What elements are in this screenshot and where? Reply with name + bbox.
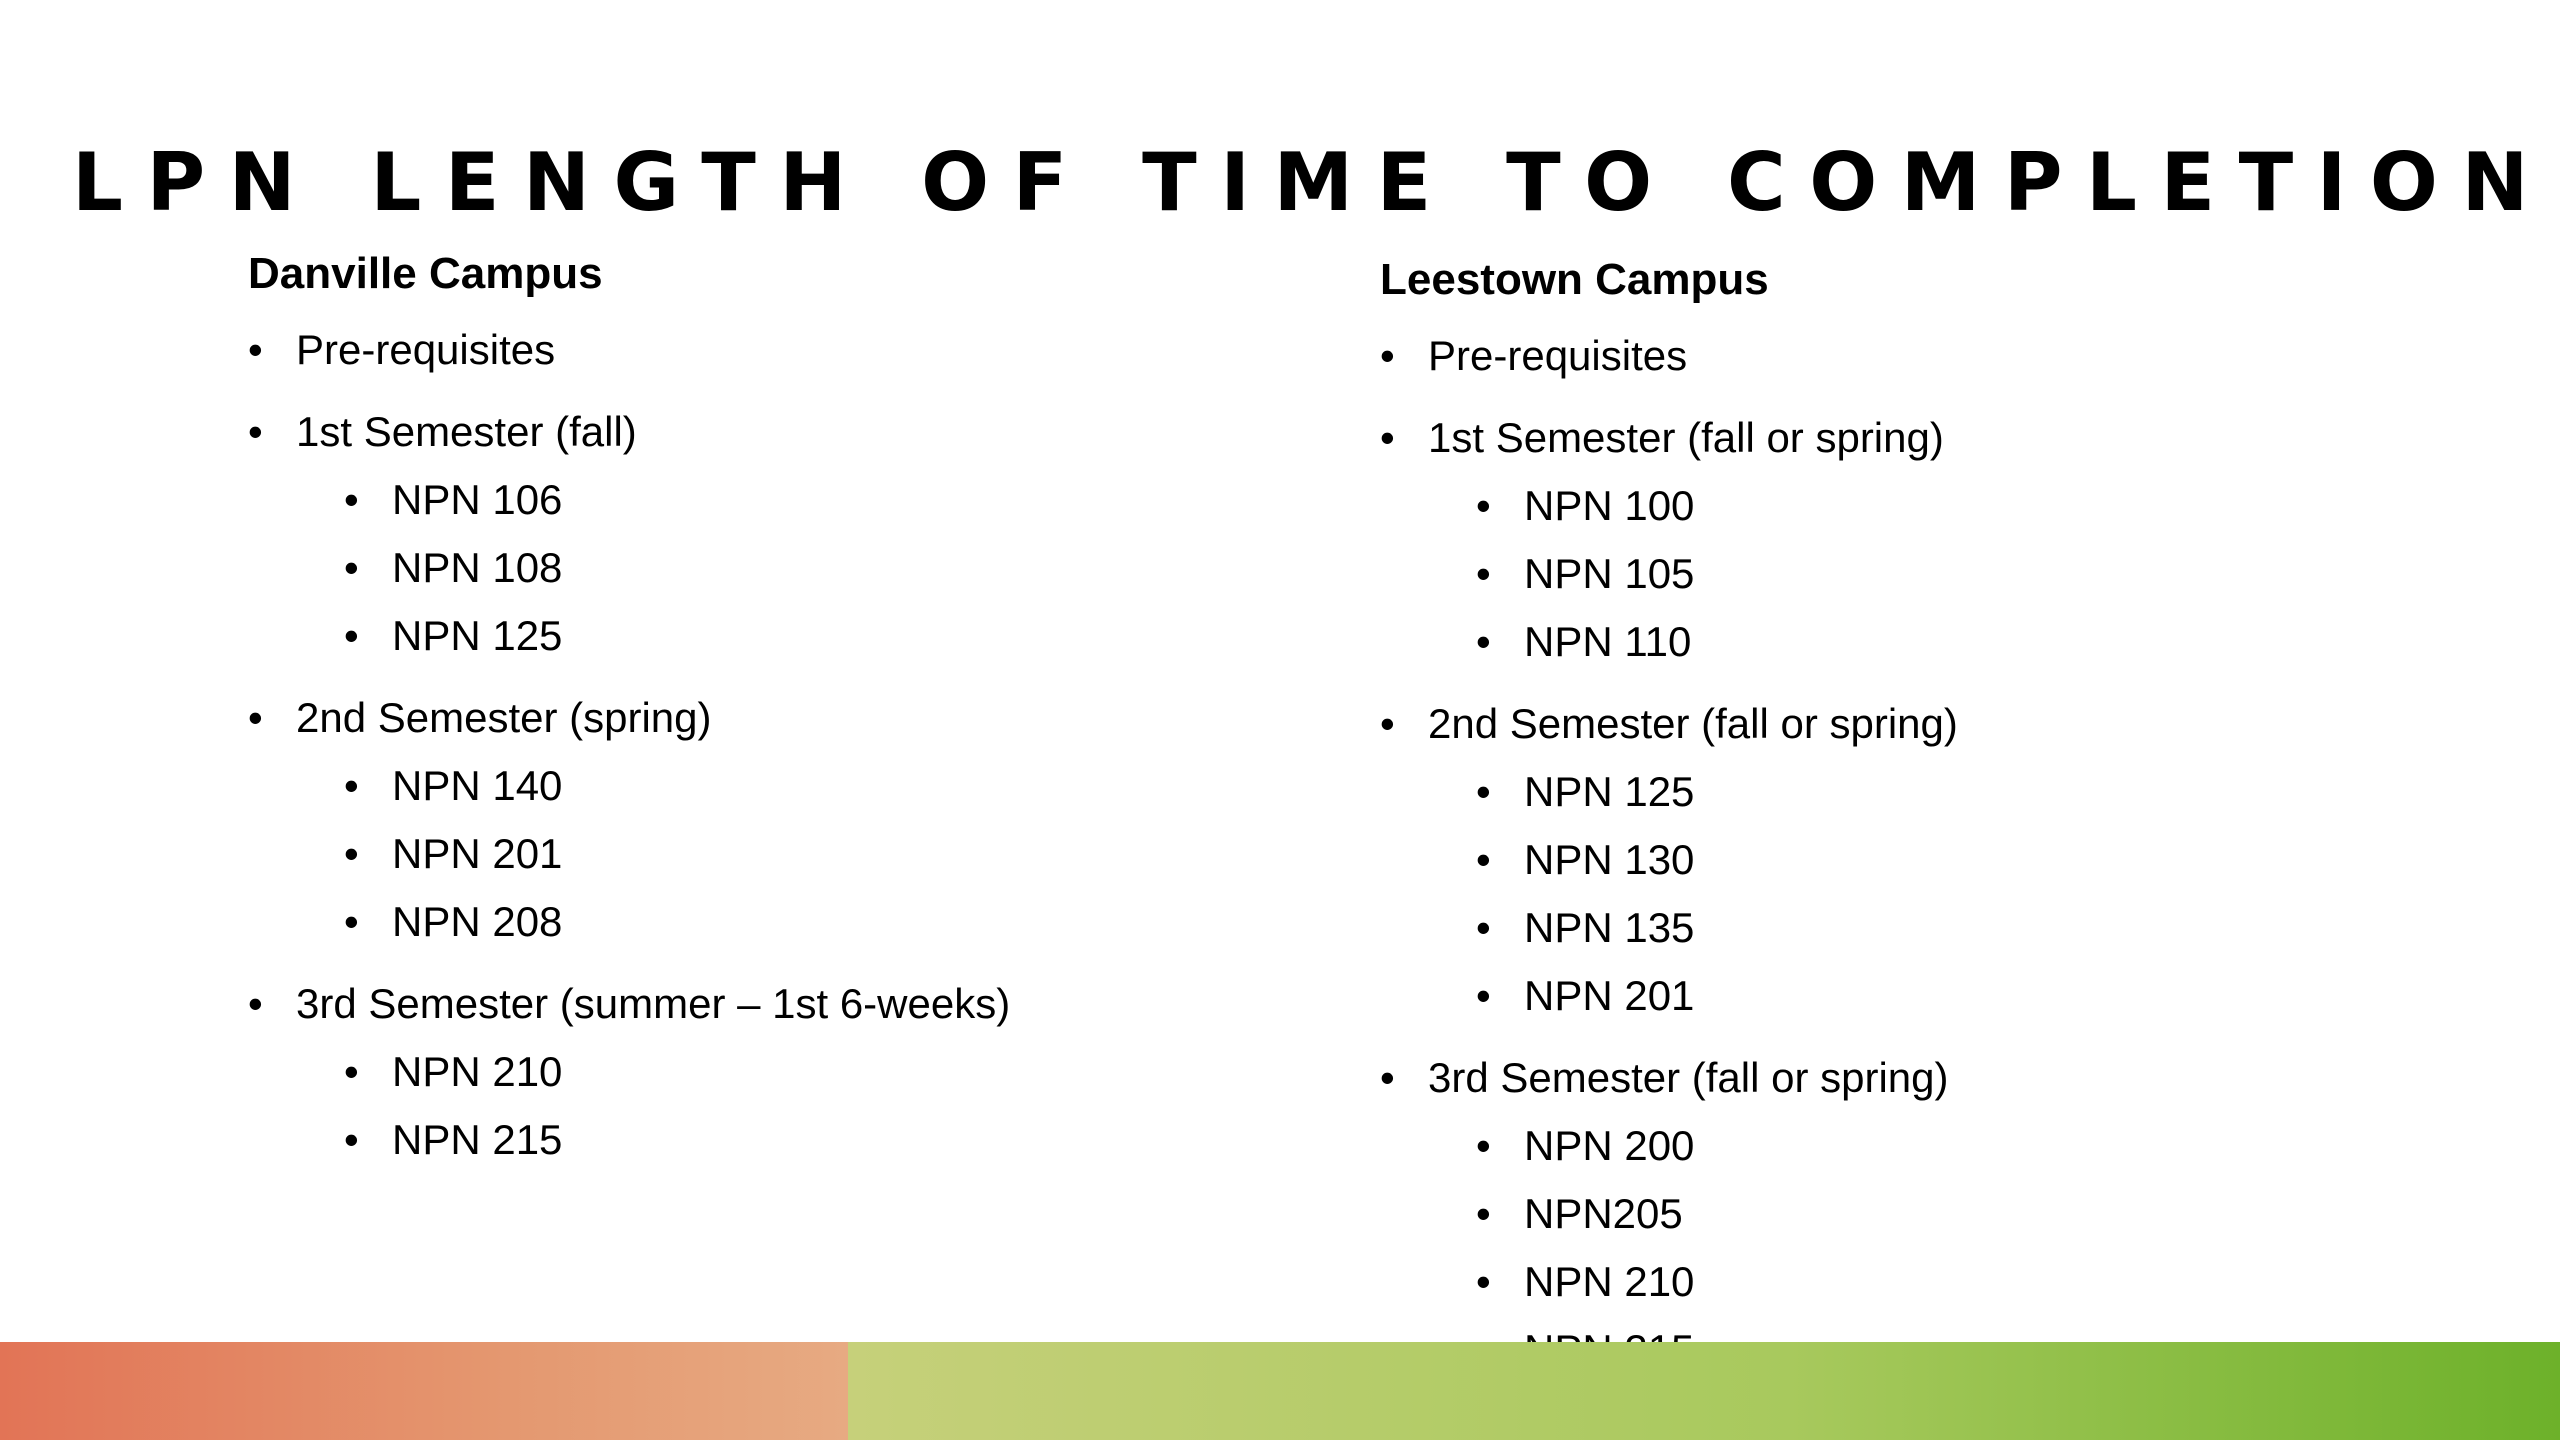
course-item: • NPN 200 — [1476, 1112, 2380, 1180]
course-item: • NPN205 — [1476, 1180, 2380, 1248]
semester-label: Pre-requisites — [296, 326, 556, 373]
danville-semester-1-item — [248, 398, 1248, 670]
course-item: • NPN 135 — [1476, 894, 2380, 962]
footer-band-green — [848, 1342, 2560, 1440]
course-list — [296, 752, 1248, 956]
danville-prerequisites-item — [248, 316, 1248, 384]
semester-label: 1st Semester (fall or spring) — [1428, 414, 1944, 461]
course-item: • NPN 130 — [1476, 826, 2380, 894]
danville-semester-list — [248, 316, 1248, 1174]
course-item: • NPN 125 — [344, 602, 1248, 670]
slide-title: LPN LENGTH OF TIME TO COMPLETION — [72, 136, 2552, 229]
course-item: • NPN 105 — [1476, 540, 2380, 608]
course-item: • NPN 140 — [344, 752, 1248, 820]
course-item: • NPN 208 — [344, 888, 1248, 956]
course-item: • NPN 125 — [1476, 758, 2380, 826]
course-item: • NPN 210 — [344, 1038, 1248, 1106]
leestown-semester-3-item — [1380, 1044, 2380, 1384]
semester-label: Pre-requisites — [1428, 332, 1688, 379]
danville-campus-heading: Danville Campus — [248, 249, 603, 298]
leestown-semester-2-item — [1380, 690, 2380, 1030]
danville-campus-column — [248, 246, 1248, 1174]
course-item: • NPN 108 — [344, 534, 1248, 602]
leestown-semester-list — [1380, 322, 2380, 1384]
leestown-campus-column — [1380, 252, 2380, 1384]
semester-label: 2nd Semester (fall or spring) — [1428, 700, 1958, 747]
semester-label: 3rd Semester (fall or spring) — [1428, 1054, 1949, 1101]
footer-band-orange — [0, 1342, 848, 1440]
footer-color-band — [0, 1342, 2560, 1440]
course-item: • NPN 201 — [344, 820, 1248, 888]
course-item: • NPN 215 — [344, 1106, 1248, 1174]
course-item: • NPN 106 — [344, 466, 1248, 534]
semester-label: 3rd Semester (summer – 1st 6-weeks) — [296, 980, 1011, 1027]
semester-label: 1st Semester (fall) — [296, 408, 637, 455]
course-list — [296, 466, 1248, 670]
course-list — [1428, 758, 2380, 1030]
course-item: • NPN 210 — [1476, 1248, 2380, 1316]
course-list — [1428, 472, 2380, 676]
danville-semester-2-item — [248, 684, 1248, 956]
semester-label: 2nd Semester (spring) — [296, 694, 712, 741]
leestown-campus-heading: Leestown Campus — [1380, 255, 1769, 304]
course-list — [296, 1038, 1248, 1174]
leestown-semester-1-item — [1380, 404, 2380, 676]
course-item: • NPN 100 — [1476, 472, 2380, 540]
leestown-prerequisites-item — [1380, 322, 2380, 390]
danville-semester-3-item — [248, 970, 1248, 1174]
course-item: • NPN 201 — [1476, 962, 2380, 1030]
course-item: • NPN 110 — [1476, 608, 2380, 676]
